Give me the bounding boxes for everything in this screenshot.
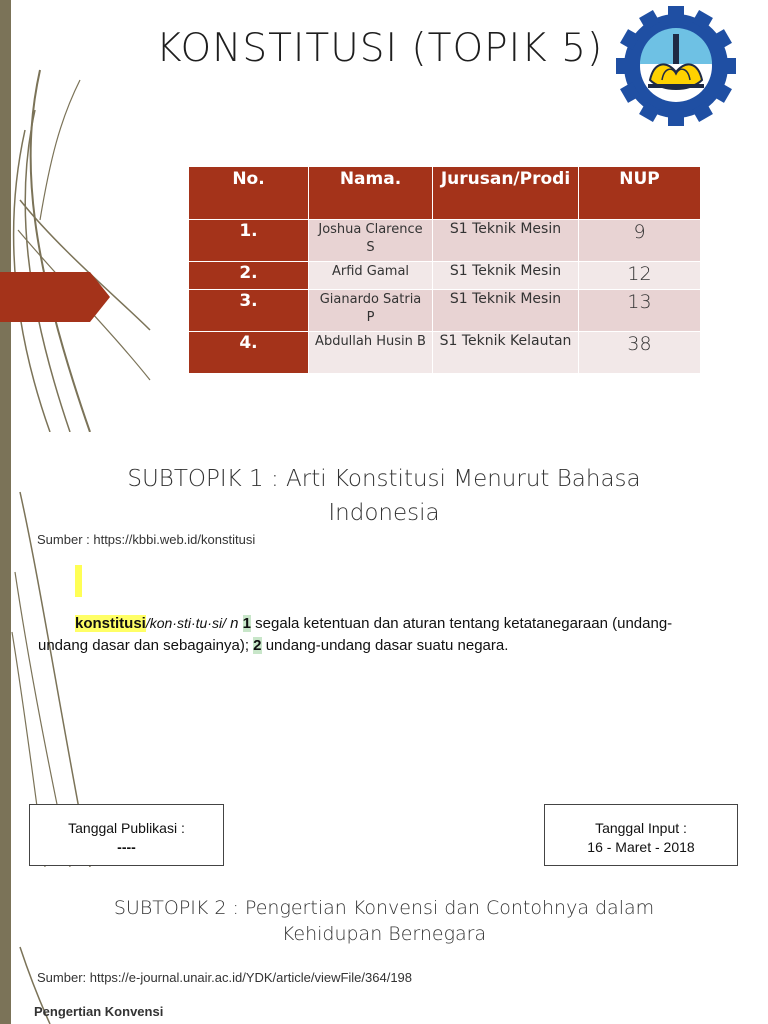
row-no: 3.	[189, 290, 309, 332]
row-nama: Arfid Gamal	[309, 262, 433, 290]
subtopic-2-title-line1: SUBTOPIK 2 : Pengertian Konvensi dan Contohnya dalam	[113, 897, 655, 919]
definition-pos: n	[230, 615, 239, 632]
source-text: Sumber : https://kbbi.web.id/konstitusi	[37, 532, 256, 547]
page-title: KONSTITUSI (TOPIK 5)	[156, 26, 604, 71]
section-heading: Pengertian Konvensi	[34, 1004, 164, 1019]
definition-paragraph	[38, 612, 718, 657]
publication-date-box	[29, 804, 224, 866]
subtopic-1-title	[0, 462, 768, 530]
row-nama: Abdullah Husin B	[309, 332, 433, 374]
publication-date-value: ----	[117, 839, 136, 855]
definition-pronunciation: /kon·sti·tu·si/	[145, 615, 226, 631]
slide-2	[0, 432, 768, 867]
definition-word: konstitusi	[75, 615, 146, 632]
slide-1	[0, 0, 768, 432]
its-university-emblem-icon	[616, 6, 736, 126]
header-no: No.	[189, 167, 309, 220]
row-jurusan: S1 Teknik Kelautan	[433, 332, 579, 374]
definition-text-1: segala ketentuan dan aturan tentang ketatanegaraan (undang-undang dasar dan sebagainya);	[38, 615, 673, 654]
table-header-row	[189, 167, 701, 220]
row-jurusan: S1 Teknik Mesin	[433, 262, 579, 290]
arrow-tab-icon	[0, 272, 110, 322]
definition-number-1: 1	[242, 615, 251, 632]
publication-date-label: Tanggal Publikasi :	[68, 820, 185, 836]
subtopic-1-title-line1: SUBTOPIK 1 : Arti Konstitusi Menurut Bahasa	[127, 466, 641, 492]
table-row	[189, 290, 701, 332]
row-nup: 9	[579, 220, 701, 262]
subtopic-2-title-line2: Kehidupan Bernegara	[281, 923, 487, 945]
header-nup: NUP	[579, 167, 701, 220]
input-date-value: 16 - Maret - 2018	[587, 839, 695, 855]
table-row	[189, 220, 701, 262]
row-no: 1.	[189, 220, 309, 262]
input-date-label: Tanggal Input :	[595, 820, 687, 836]
table-row	[189, 262, 701, 290]
row-nup: 13	[579, 290, 701, 332]
header-jurusan: Jurusan/Prodi	[433, 167, 579, 220]
subtopic-1-title-line2: Indonesia	[328, 500, 440, 526]
highlight-marker	[75, 565, 82, 597]
decorative-grass-lines	[0, 0, 160, 432]
input-date-box	[544, 804, 738, 866]
header-nama: Nama.	[309, 167, 433, 220]
row-no: 2.	[189, 262, 309, 290]
row-nup: 12	[579, 262, 701, 290]
subtopic-2-title	[0, 895, 768, 947]
row-jurusan: S1 Teknik Mesin	[433, 220, 579, 262]
definition-number-2: 2	[253, 637, 262, 654]
left-bar	[0, 0, 11, 432]
slide-3	[0, 867, 768, 1024]
row-nup: 38	[579, 332, 701, 374]
row-nama: Joshua Clarence S	[309, 220, 433, 262]
row-jurusan: S1 Teknik Mesin	[433, 290, 579, 332]
definition-text-2: undang-undang dasar suatu negara.	[265, 637, 509, 654]
row-no: 4.	[189, 332, 309, 374]
source-text: Sumber: https://e-journal.unair.ac.id/YDK/article/viewFile/364/198	[37, 970, 413, 985]
row-nama: Gianardo Satria P	[309, 290, 433, 332]
members-table	[188, 166, 701, 374]
table-row	[189, 332, 701, 374]
